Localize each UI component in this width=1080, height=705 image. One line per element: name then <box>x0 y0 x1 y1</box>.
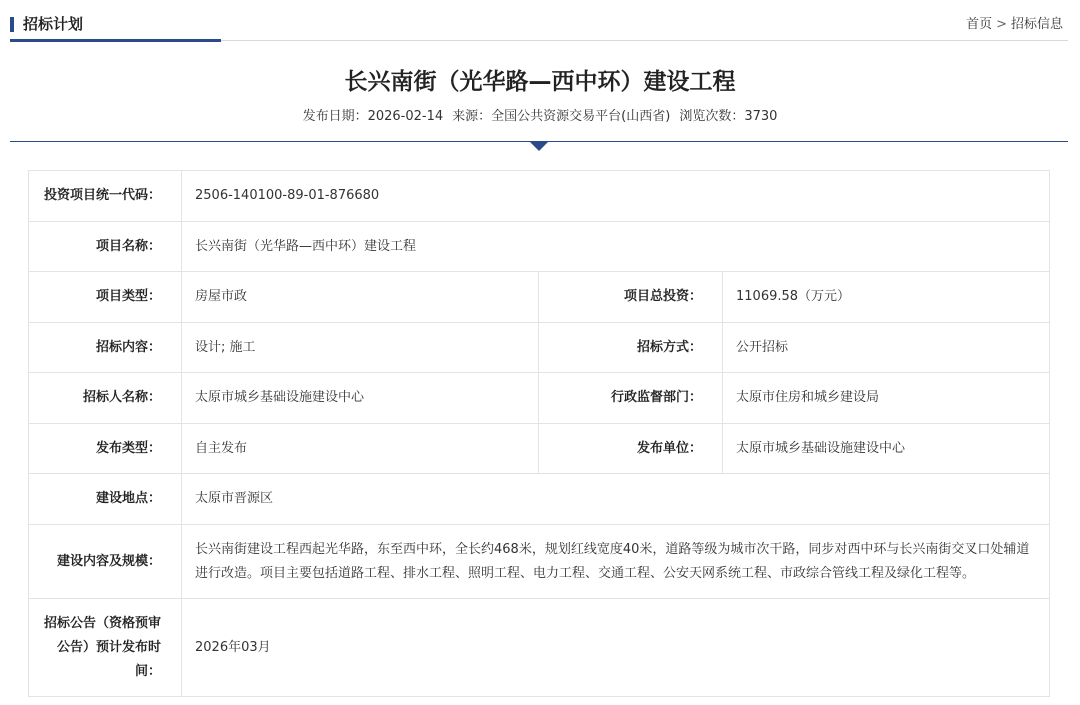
breadcrumb-home-link[interactable]: 首页 <box>966 17 993 32</box>
tender-method-label: 招标方式： <box>539 323 723 373</box>
publisher-value: 太原市城乡基础设施建设中心 <box>723 424 1050 474</box>
publish-type-value: 自主发布 <box>182 424 539 474</box>
tenderer-value: 太原市城乡基础设施建设中心 <box>182 373 539 424</box>
location-value: 太原市晋源区 <box>182 474 1050 525</box>
tenderer-label: 招标人名称： <box>29 373 182 424</box>
article-meta <box>0 107 1080 127</box>
project-type-label: 项目类型： <box>29 272 182 323</box>
tender-content-value: 设计; 施工 <box>182 323 539 373</box>
total-investment-value: 11069.58（万元） <box>723 272 1050 323</box>
location-label: 建设地点： <box>29 474 182 525</box>
project-type-value: 房屋市政 <box>182 272 539 323</box>
source-label: 来源： <box>452 109 492 124</box>
table-row <box>29 474 1050 525</box>
project-code-label: 投资项目统一代码： <box>29 171 182 222</box>
section-marker-icon <box>10 17 14 32</box>
table-row <box>29 171 1050 222</box>
tender-method-value: 公开招标 <box>723 323 1050 373</box>
table-row <box>29 323 1050 373</box>
table-row <box>29 599 1050 697</box>
project-name-value: 长兴南街（光华路—西中环）建设工程 <box>182 222 1050 272</box>
project-info-table <box>28 170 1050 697</box>
table-row <box>29 525 1050 599</box>
table-row <box>29 272 1050 323</box>
breadcrumb <box>966 16 1063 34</box>
page-title: 长兴南街（光华路—西中环）建设工程 <box>344 69 736 95</box>
source-value: 全国公共资源交易平台(山西省) <box>491 109 671 124</box>
publish-date-label: 发布日期： <box>302 109 368 124</box>
scope-label: 建设内容及规模： <box>29 525 182 599</box>
project-code-value: 2506-140100-89-01-876680 <box>182 171 1050 222</box>
tender-content-label: 招标内容： <box>29 323 182 373</box>
table-row <box>29 424 1050 474</box>
publisher-label: 发布单位： <box>539 424 723 474</box>
scope-value: 长兴南街建设工程西起光华路，东至西中环，全长约468米，规划红线宽度40米，道路等级为城市次干路，同步对西中环与长兴南街交叉口处辅道进行改造。项目主要包括道路工程、排水工程、照明工程、电力工程、交通工程、公安天网系统工程、市政综合管线工程及绿化工程等。 <box>182 525 1050 599</box>
total-investment-label: 项目总投资： <box>539 272 723 323</box>
supervisor-label: 行政监督部门： <box>539 373 723 424</box>
publish-date: 2026-02-14 <box>367 109 444 124</box>
supervisor-value: 太原市住房和城乡建设局 <box>723 373 1050 424</box>
views-label: 浏览次数： <box>679 109 745 124</box>
top-bar <box>0 0 1080 42</box>
breadcrumb-current-link[interactable]: 招标信息 <box>1010 17 1063 32</box>
views-count: 3730 <box>744 109 778 124</box>
announcement-time-value: 2026年03月 <box>182 599 1050 697</box>
project-name-label: 项目名称： <box>29 222 182 272</box>
table-row <box>29 373 1050 424</box>
table-row <box>29 222 1050 272</box>
section-title: 招标计划 <box>23 15 84 33</box>
top-bar-accent <box>10 39 221 42</box>
breadcrumb-separator: > <box>996 17 1007 32</box>
publish-type-label: 发布类型： <box>29 424 182 474</box>
divider-arrow-icon <box>530 142 548 151</box>
announcement-time-label: 招标公告（资格预审公告）预计发布时间： <box>29 599 182 697</box>
